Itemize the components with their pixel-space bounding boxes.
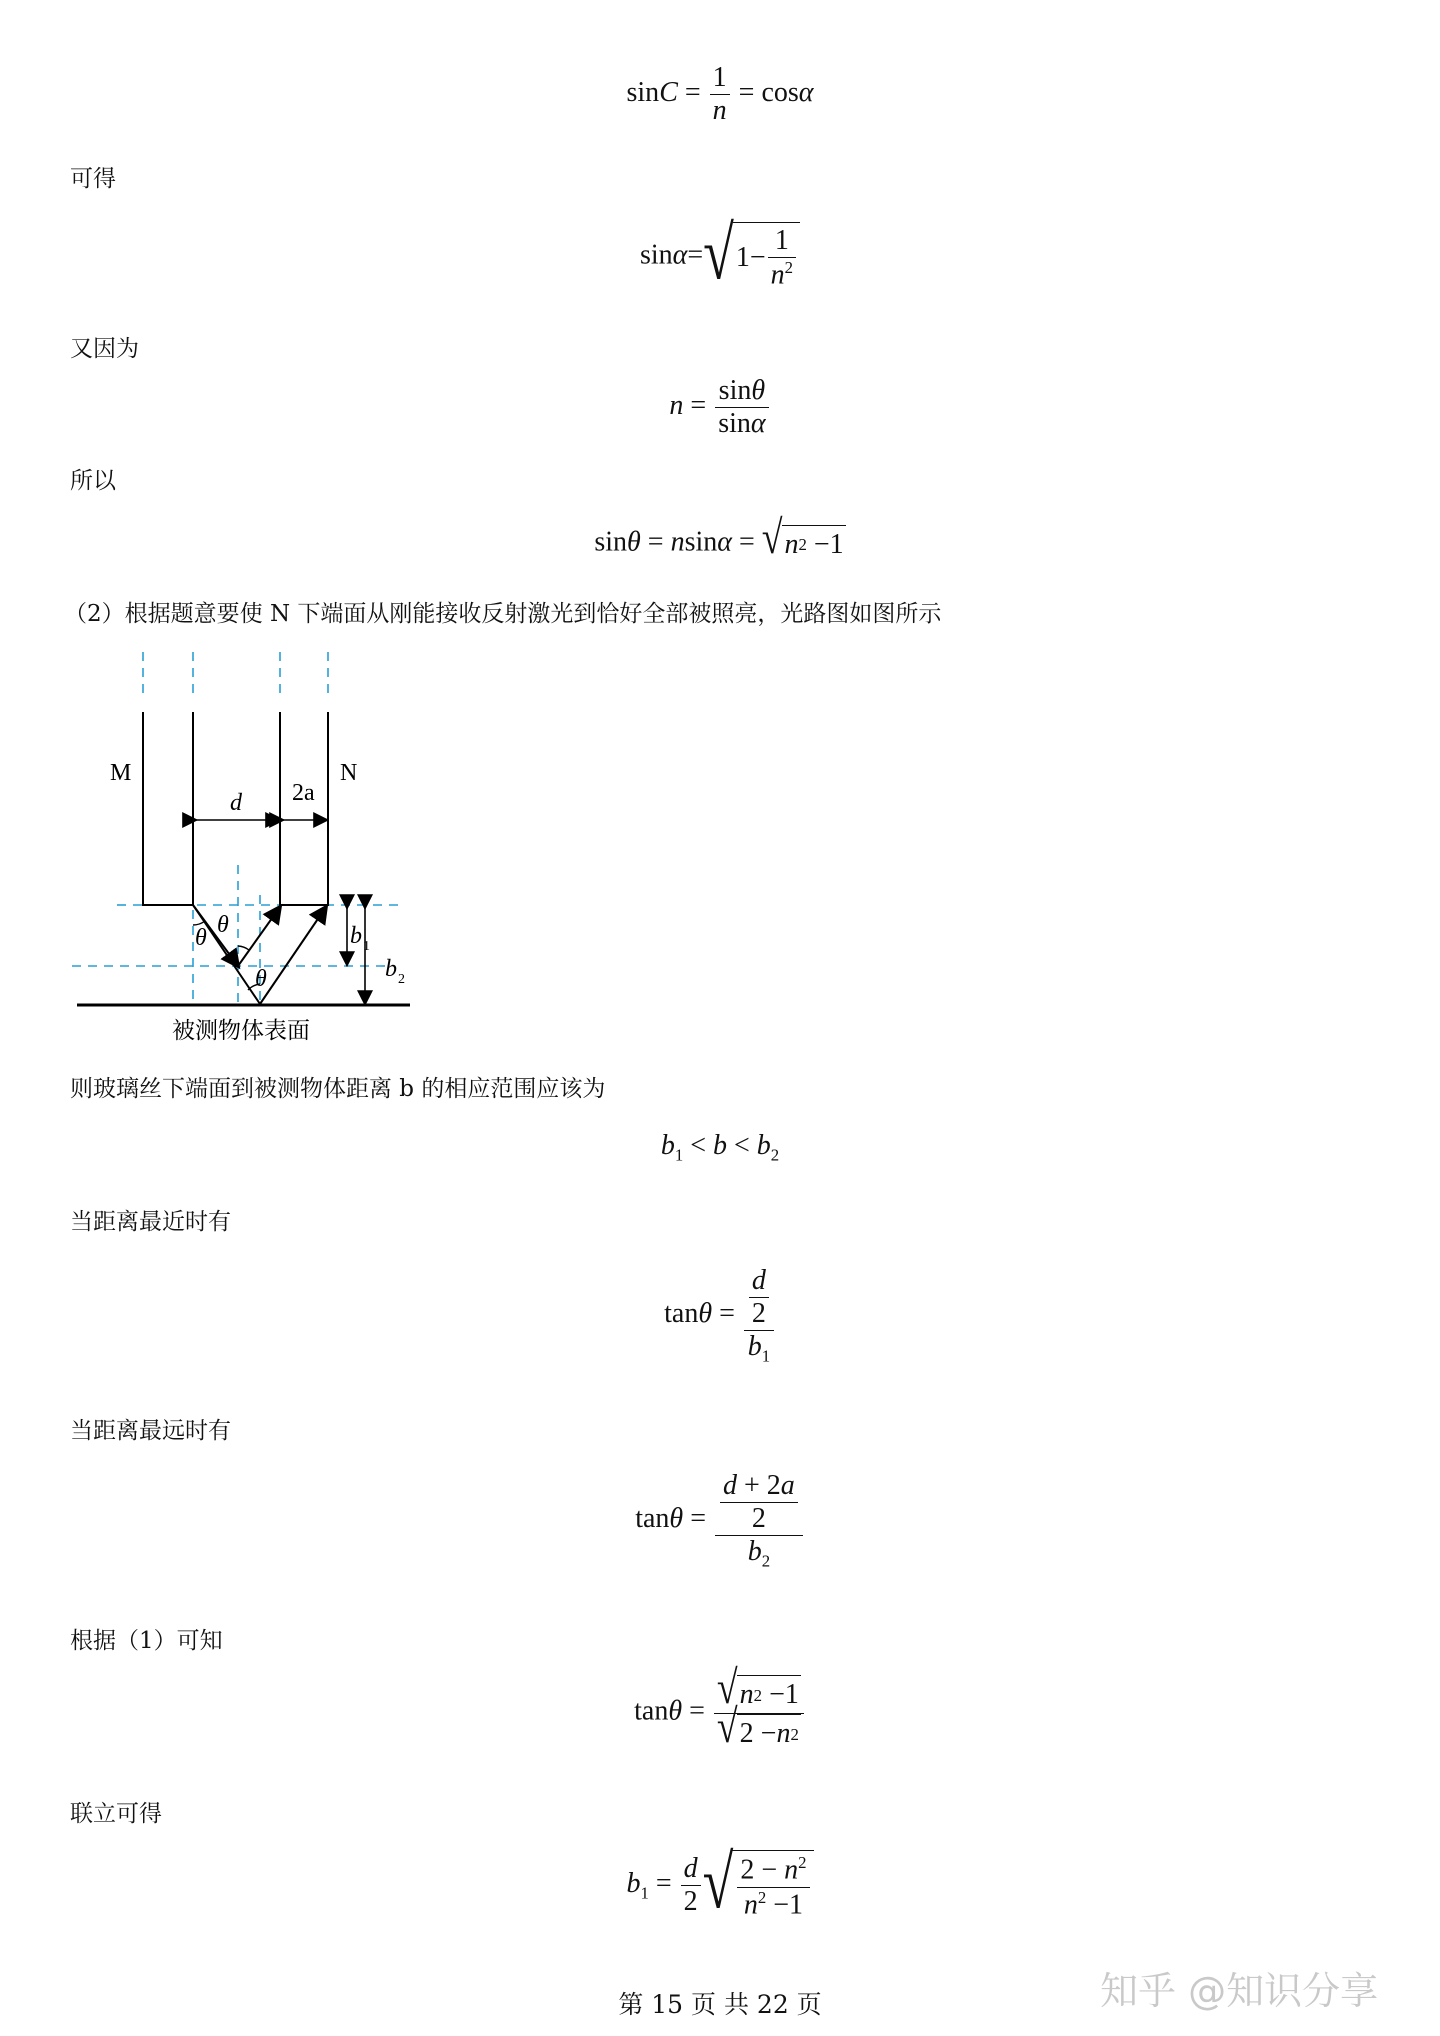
- label-theta-1: θ: [195, 925, 207, 951]
- text-part2: （2）根据题意要使 N 下端面从刚能接收反射激光到恰好全部被照亮，光路图如图所示: [64, 601, 942, 627]
- text-suoyi: 所以: [70, 468, 116, 494]
- equation-tan-nearest: tanθ = $\frac{\frac{d}{2}}{b_1}$: [0, 1265, 1440, 1366]
- label-d: d: [230, 790, 242, 816]
- label-b1-subscript: 1: [363, 939, 370, 954]
- dashed-axis-lines: [72, 652, 405, 1005]
- page-number: 第 15 页 共 22 页: [618, 1990, 822, 2019]
- label-b2: b: [385, 956, 397, 982]
- label-b1: b: [350, 923, 362, 949]
- label-theta-2: θ: [217, 912, 229, 938]
- equation-b-range: $b_1 < b < b_2$: [660, 1130, 780, 1165]
- text-nearest: 当距离最近时有: [70, 1209, 231, 1235]
- equation-tan-n: tanθ = √ n 2 −1 √ 2 − n 2: [0, 1675, 1440, 1752]
- light-path-diagram: [65, 640, 425, 1050]
- equation-sin-alpha: sinα= √ 1− 1 $n^2$: [0, 222, 1440, 292]
- label-theta-3: θ: [255, 966, 267, 992]
- label-2a: 2a: [292, 780, 315, 806]
- text-from-part1: 根据（1）可知: [70, 1628, 223, 1654]
- equation-sin-theta: sinθ = nsinα = √ n 2 −1: [594, 511, 844, 565]
- equation-b1: $b_1$ = $\frac{d}{2}$ √ $2 - n^2$ $n^2 -1$: [0, 1850, 1440, 1921]
- equation-tan-farthest: tanθ = $\frac{\frac{d + 2a}{2}}{b_2}$: [0, 1470, 1440, 1571]
- text-kede-1: 可得: [70, 166, 116, 192]
- label-M: M: [110, 760, 132, 786]
- equation-sinC: sinC = $\frac{1}{n}$ = cosα: [626, 62, 814, 127]
- text-farthest: 当距离最远时有: [70, 1418, 231, 1444]
- diagram-caption: 被测物体表面: [172, 1018, 310, 1044]
- text-combine: 联立可得: [70, 1801, 162, 1827]
- label-N: N: [340, 760, 358, 786]
- equation-n: n = $\frac{\sin\theta}{\sin\alpha}$: [0, 375, 1440, 440]
- zhihu-watermark: 知乎 @知识分享: [1100, 1969, 1379, 2013]
- text-youyinwei: 又因为: [70, 336, 139, 362]
- label-b2-subscript: 2: [398, 972, 405, 987]
- text-range-intro: 则玻璃丝下端面到被测物体距离 b 的相应范围应该为: [70, 1076, 606, 1102]
